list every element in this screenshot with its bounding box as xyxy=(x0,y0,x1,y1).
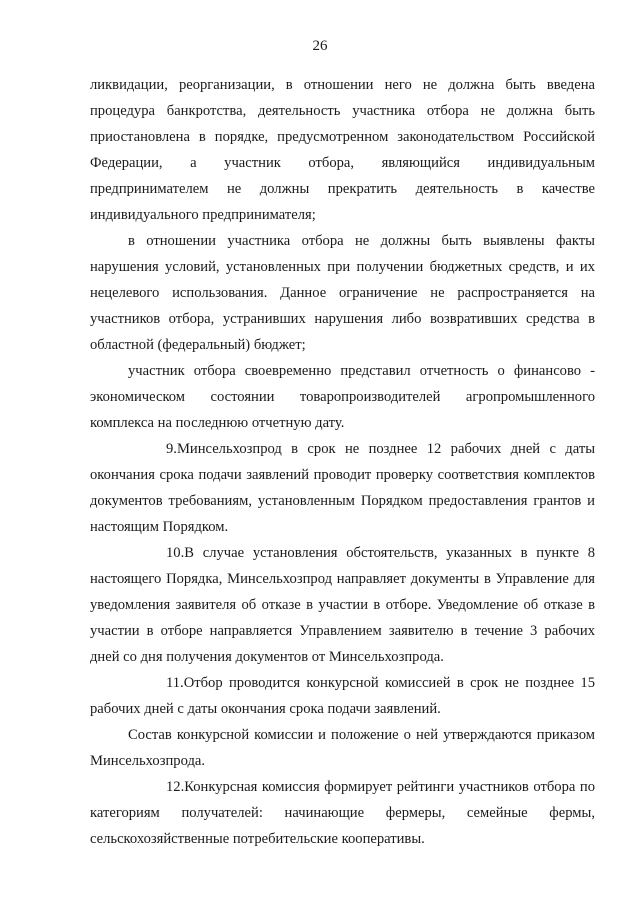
paragraph-text: В случае установления обстоятельств, указанных в пункте 8 настоящего Порядка, Минсельхозпрод направляет документы в Управление для уведомления заявителя об отказе в участии в отборе. Уведомление об отказе в участии в отборе направляется Управлением заявителю в течение 3 рабочих дней со дня получения документов от Минсельхозпрода. xyxy=(90,545,595,665)
paragraph-continuation xyxy=(90,72,595,228)
paragraph-text: ликвидации, реорганизации, в отношении него не должна быть введена процедура банкротства, деятельность участника отбора не должна быть приостановлена в порядке, предусмотренном законодательством Российской Федерации, а участник отбора, являющийся индивидуальным предпринимателем не должны прекратить деятельность в качестве индивидуального предпринимателя; xyxy=(90,77,595,223)
page-number: 26 xyxy=(312,38,328,54)
paragraph-audit-violations xyxy=(90,228,595,358)
item-number: 12. xyxy=(166,779,185,795)
paragraph-text: Конкурсная комиссия формирует рейтинги участников отбора по категориям получателей: начинающие фермеры, семейные фермы, сельскохозяйственные потребительские кооперативы. xyxy=(90,779,595,847)
paragraph-item-10 xyxy=(90,540,595,670)
paragraph-item-11 xyxy=(90,670,595,722)
paragraph-text: участник отбора своевременно представил отчетность о финансово - экономическом состоянии товаропроизводителей агропромышленного комплекса на последнюю отчетную дату. xyxy=(90,363,595,431)
item-number: 11. xyxy=(166,675,184,691)
paragraph-text: Состав конкурсной комиссии и положение о ней утверждаются приказом Минсельхозпрода. xyxy=(90,727,595,769)
item-number: 10. xyxy=(166,545,185,561)
paragraph-reporting xyxy=(90,358,595,436)
document-body xyxy=(90,72,595,852)
item-number: 9. xyxy=(166,441,177,457)
paragraph-text: в отношении участника отбора не должны быть выявлены факты нарушения условий, установленных при получении бюджетных средств, и их нецелевого использования. Данное ограничение не распространяется на участников отбора, устранивших нарушения либо возвративших средства в областной (федеральный) бюджет; xyxy=(90,233,595,353)
paragraph-item-9 xyxy=(90,436,595,540)
paragraph-text: Отбор проводится конкурсной комиссией в срок не позднее 15 рабочих дней с даты окончания срока подачи заявлений. xyxy=(90,675,595,717)
paragraph-item-12 xyxy=(90,774,595,852)
paragraph-commission xyxy=(90,722,595,774)
paragraph-text: Минсельхозпрод в срок не позднее 12 рабочих дней с даты окончания срока подачи заявлений проводит проверку соответствия комплектов документов требованиям, установленным Порядком предоставления грантов и настоящим Порядком. xyxy=(90,441,595,535)
